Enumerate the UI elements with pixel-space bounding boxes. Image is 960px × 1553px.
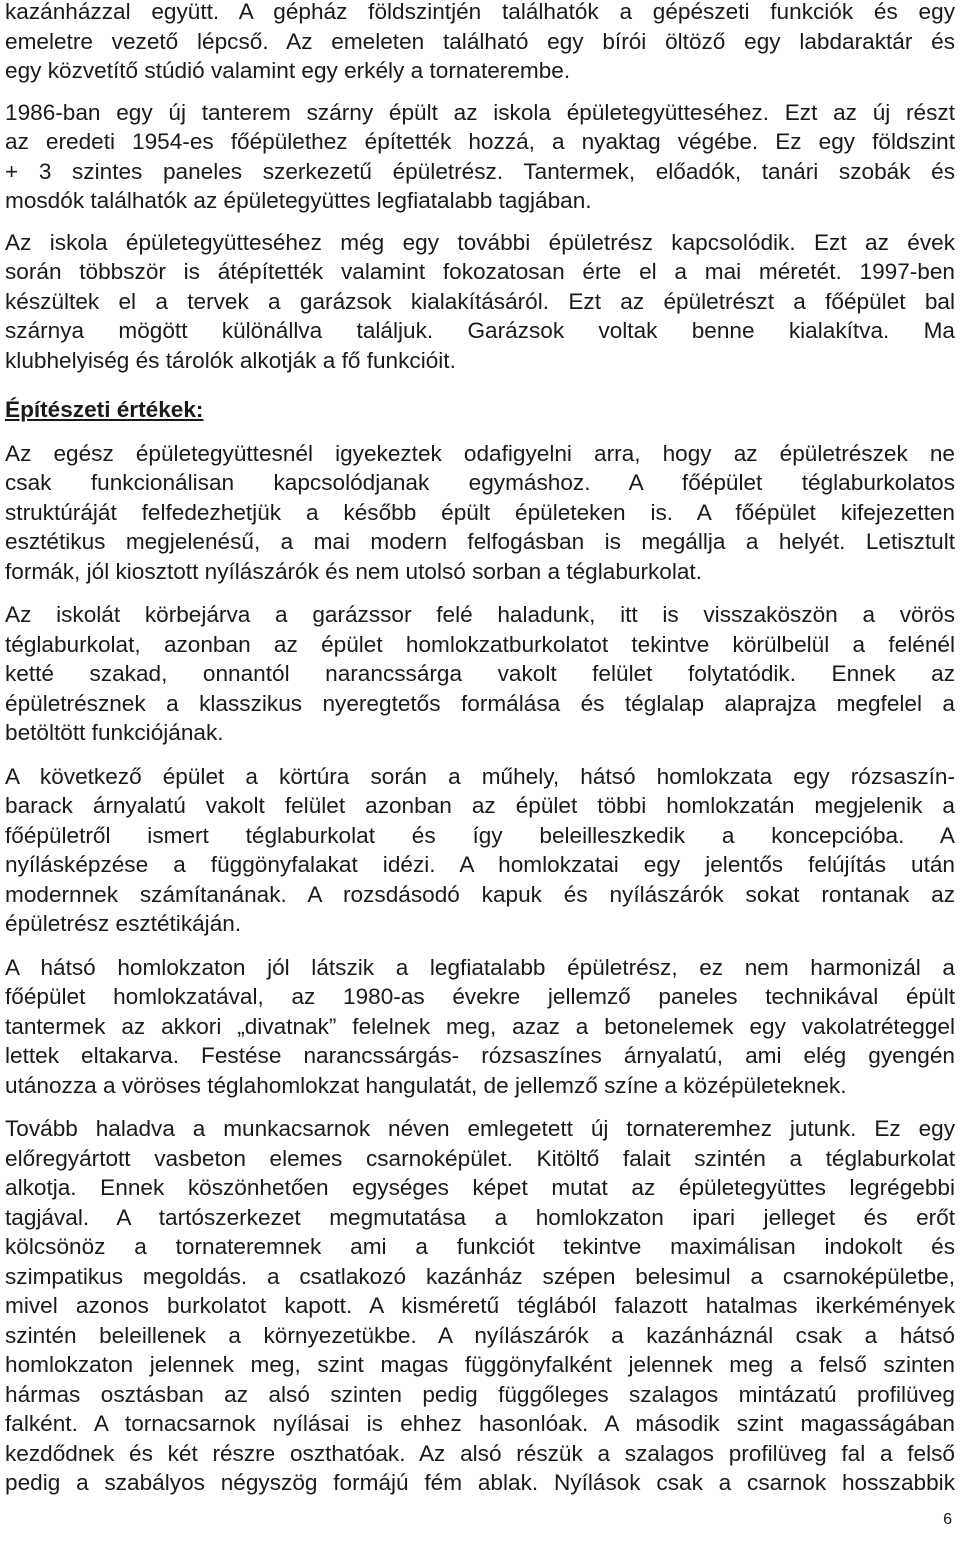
text-line: téglaburkolat, azonban az épület homlokzatburkolatot tekintve körülbelül a felénél xyxy=(5,631,955,657)
text-line: utánozza a vöröses téglahomlokzat hangulatát, de jellemző színe a középületeknek. xyxy=(5,1072,847,1098)
text-line: csak funkcionálisan kapcsolódjanak egymáshoz. A főépület téglaburkolatos xyxy=(5,470,955,495)
text-line: főépületről ismert téglaburkolat és így beleilleszkedik a koncepcióba. A xyxy=(5,822,955,848)
text-line: betöltött funkciójának. xyxy=(5,720,224,745)
text-line: A következő épület a körtúra során a műhely, hátsó homlokzata egy rózsaszín- xyxy=(5,763,955,789)
paragraph xyxy=(5,0,955,86)
text-line: készültek el a tervek a garázsok kialakításáról. Ezt az épületrészt a főépület bal xyxy=(5,288,955,314)
text-line: nyílásképzése a függönyfalakat idézi. A homlokzatai egy jelentős felújítás után xyxy=(5,852,955,877)
paragraph xyxy=(5,953,955,1101)
text-line: Az iskolát körbejárva a garázssor felé haladunk, itt is visszaköszön a vörös xyxy=(5,602,955,627)
paragraph xyxy=(5,762,955,939)
text-line: szintén beleillenek a környezetükbe. A nyílászárók a kazánháznál csak a hátsó xyxy=(5,1322,955,1348)
text-line: főépület homlokzatával, az 1980-as évekre jellemző paneles technikával épült xyxy=(5,984,955,1009)
text-line: az eredeti 1954-es főépülethez építették hozzá, a nyaktag végébe. Ez egy földszint xyxy=(5,129,955,154)
text-line: egy közvetítő stúdió valamint egy erkély a tornaterembe. xyxy=(5,58,571,83)
text-line: Tovább haladva a munkacsarnok néven emlegetett új tornateremhez jutunk. Ez egy xyxy=(5,1116,955,1141)
text-line: 1986-ban egy új tanterem szárny épült az iskola épületegyütteséhez. Ezt az új részt xyxy=(5,99,955,125)
text-line: emeletre vezető lépcső. Az emeleten található egy bírói öltöző egy labdaraktár és xyxy=(5,28,955,54)
paragraph xyxy=(5,439,955,587)
text-line: Az iskola épületegyütteséhez még egy további épületrész kapcsolódik. Ezt az évek xyxy=(5,229,955,255)
text-line: előregyártott vasbeton elemes csarnoképület. Kitöltő falait szintén a téglaburkolat xyxy=(5,1145,955,1171)
text-line: esztétikus megjelenésű, a mai modern felfogásban is megállja a helyét. Letisztult xyxy=(5,529,955,554)
paragraph xyxy=(5,600,955,748)
text-line: Az egész épületegyüttesnél igyekeztek odafigyelni arra, hogy az épületrészek ne xyxy=(5,440,955,466)
text-line: formák, jól kiosztott nyílászárók és nem utolsó sorban a téglaburkolat. xyxy=(5,558,702,584)
paragraph xyxy=(5,228,955,376)
text-line: épületrésznek a klasszikus nyeregtetős formálása és téglalap alaprajza megfelel a xyxy=(5,690,955,716)
paragraph xyxy=(5,98,955,216)
paragraph xyxy=(5,1114,955,1498)
text-line: klubhelyiség és tárolók alkotják a fő funkcióit. xyxy=(5,347,456,373)
text-line: kezdődnek és két részre oszthatóak. Az alsó részük a szalagos profilüveg fal a felső xyxy=(5,1440,955,1466)
text-line: lettek eltakarva. Festése narancssárgás- rózsaszínes árnyalatú, ami elég gyengén xyxy=(5,1043,955,1068)
text-line: épületrész esztétikáján. xyxy=(5,911,242,936)
text-line: homlokzaton jelennek meg, szint magas függönyfalként jelennek meg a felső szinten xyxy=(5,1352,955,1377)
text-line: tagjával. A tartószerkezet megmutatása a homlokzaton ipari jelleget és erőt xyxy=(5,1204,955,1230)
text-line: A hátsó homlokzaton jól látszik a legfiatalabb épületrész, ez nem harmonizál a xyxy=(5,954,955,980)
text-line: mosdók találhatók az épületegyüttes legfiatalabb tagjában. xyxy=(5,188,592,213)
text-line: tantermek az akkori „divatnak” felelnek meg, azaz a betonelemek egy vakolatréteggel xyxy=(5,1013,955,1039)
text-line: pedig a szabályos négyszög formájú fém ablak. Nyílások csak a csarnok hosszabbik xyxy=(5,1470,955,1495)
text-line: barack árnyalatú vakolt felület azonban az épület többi homlokzatán megjelenik a xyxy=(5,793,955,818)
text-line: alkotja. Ennek köszönhetően egységes képet mutat az épületegyüttes legrégebbi xyxy=(5,1175,955,1200)
text-line: szimpatikus megoldás. a csatlakozó kazánház szépen belesimul a csarnoképületbe, xyxy=(5,1263,955,1289)
text-line: ketté szakad, onnantól narancssárga vakolt felület folytatódik. Ennek az xyxy=(5,661,955,686)
section-heading: Építészeti értékek: xyxy=(5,397,204,422)
document-page xyxy=(5,0,955,1498)
section-heading-block xyxy=(5,395,955,425)
text-line: szárnya mögött különállva találjuk. Garázsok voltak benne kialakítva. Ma xyxy=(5,318,955,343)
text-line: kazánházzal együtt. A gépház földszintjén találhatók a gépészeti funkciók és egy xyxy=(5,0,955,24)
text-line: + 3 szintes paneles szerkezetű épületrész. Tantermek, előadók, tanári szobák és xyxy=(5,158,955,184)
text-line: hármas osztásban az alsó szinten pedig függőleges szalagos mintázatú profilüveg xyxy=(5,1381,955,1407)
text-line: falként. A tornacsarnok nyílásai is ehhez hasonlóak. A második szint magasságában xyxy=(5,1411,955,1436)
text-line: struktúráját felfedezhetjük a később épült épületeken is. A főépület kifejezetten xyxy=(5,499,955,525)
text-line: modernnek számítanának. A rozsdásodó kapuk és nyílászárók sokat rontanak az xyxy=(5,881,955,907)
text-line: mivel azonos burkolatot kapott. A kisméretű téglából falazott hatalmas ikerkémények xyxy=(5,1293,955,1318)
text-line: során többször is átépítették valamint fokozatosan érte el a mai méretét. 1997-ben xyxy=(5,259,955,284)
text-line: kölcsönöz a tornateremnek ami a funkciót tekintve maximálisan indokolt és xyxy=(5,1234,955,1259)
page-number: 6 xyxy=(943,1511,952,1528)
